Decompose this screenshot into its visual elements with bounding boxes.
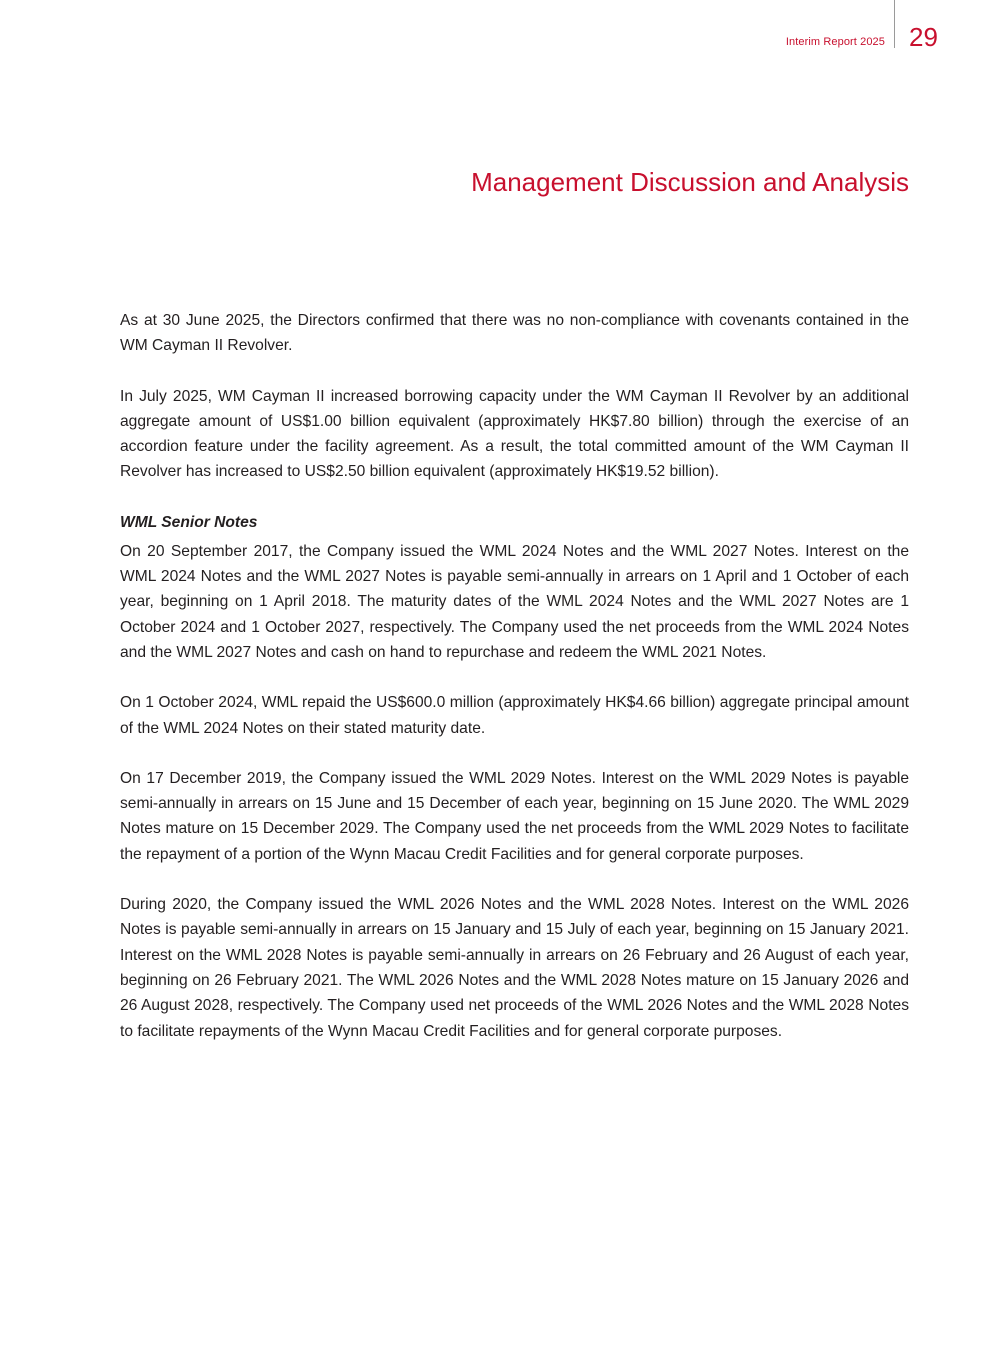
header-divider xyxy=(894,0,895,48)
section-title: Management Discussion and Analysis xyxy=(471,167,909,197)
paragraph-revolver-increase: In July 2025, WM Cayman II increased borrowing capacity under the WM Cayman II Revolver by an additional aggregate amount of US$1.00 billion equivalent (approximately HK$7.80 billion) through the exercise of an accordion feature under the facility agreement. As a result, the total committed amount of the WM Cayman II Revolver has increased to US$2.50 billion equivalent (approximately HK$19.52 billion). xyxy=(120,387,909,481)
paragraph-2029-notes: On 17 December 2019, the Company issued the WML 2029 Notes. Interest on the WML 2029 Notes is payable semi-annually in arrears on 15 June and 15 December of each year, beginning on 15 June 2020. The WML 2029 Notes mature on 15 December 2029. The Company used the net proceeds from the WML 2029 Notes to facilitate the repayment of a portion of the Wynn Macau Credit Facilities and for general corporate purposes. xyxy=(120,769,909,863)
paragraph-2026-2028-notes: During 2020, the Company issued the WML 2026 Notes and the WML 2028 Notes. Interest on the WML 2026 Notes is payable semi-annually in arrears on 15 January and 15 July of each year, beginning on 15 January 2021. Interest on the WML 2028 Notes is payable semi-annually in arrears on 26 February and 26 August of each year, beginning on 26 February 2021. The WML 2026 Notes and the WML 2028 Notes mature on 15 January 2026 and 26 August 2028, respectively. The Company used net proceeds of the WML 2026 Notes and the WML 2028 Notes to facilitate repayments of the Wynn Macau Credit Facilities and for general corporate purposes. xyxy=(120,896,909,1040)
report-label: Interim Report 2025 xyxy=(785,36,885,48)
body-content xyxy=(120,308,909,1069)
running-header xyxy=(0,0,1006,60)
subheading-wml-senior-notes: WML Senior Notes xyxy=(120,513,258,531)
paragraph-2024-2027-notes: On 20 September 2017, the Company issued the WML 2024 Notes and the WML 2027 Notes. Interest on the WML 2024 Notes and the WML 2027 Notes is payable semi-annually in arrears on 1 April and 1 October of each year, beginning on 1 April 2018. The maturity dates of the WML 2024 Notes and the WML 2027 Notes are 1 October 2024 and 1 October 2027, respectively. The Company used the net proceeds from the WML 2024 Notes and the WML 2027 Notes and cash on hand to repurchase and redeem the WML 2021 Notes. xyxy=(120,542,909,661)
paragraph-2024-notes-repayment: On 1 October 2024, WML repaid the US$600.0 million (approximately HK$4.66 billion) aggregate principal amount of the WML 2024 Notes on their stated maturity date. xyxy=(120,694,909,737)
page-number: 29 xyxy=(909,22,938,52)
paragraph-covenant-compliance: As at 30 June 2025, the Directors confirmed that there was no non-compliance with covenants contained in the WM Cayman II Revolver. xyxy=(120,312,909,355)
